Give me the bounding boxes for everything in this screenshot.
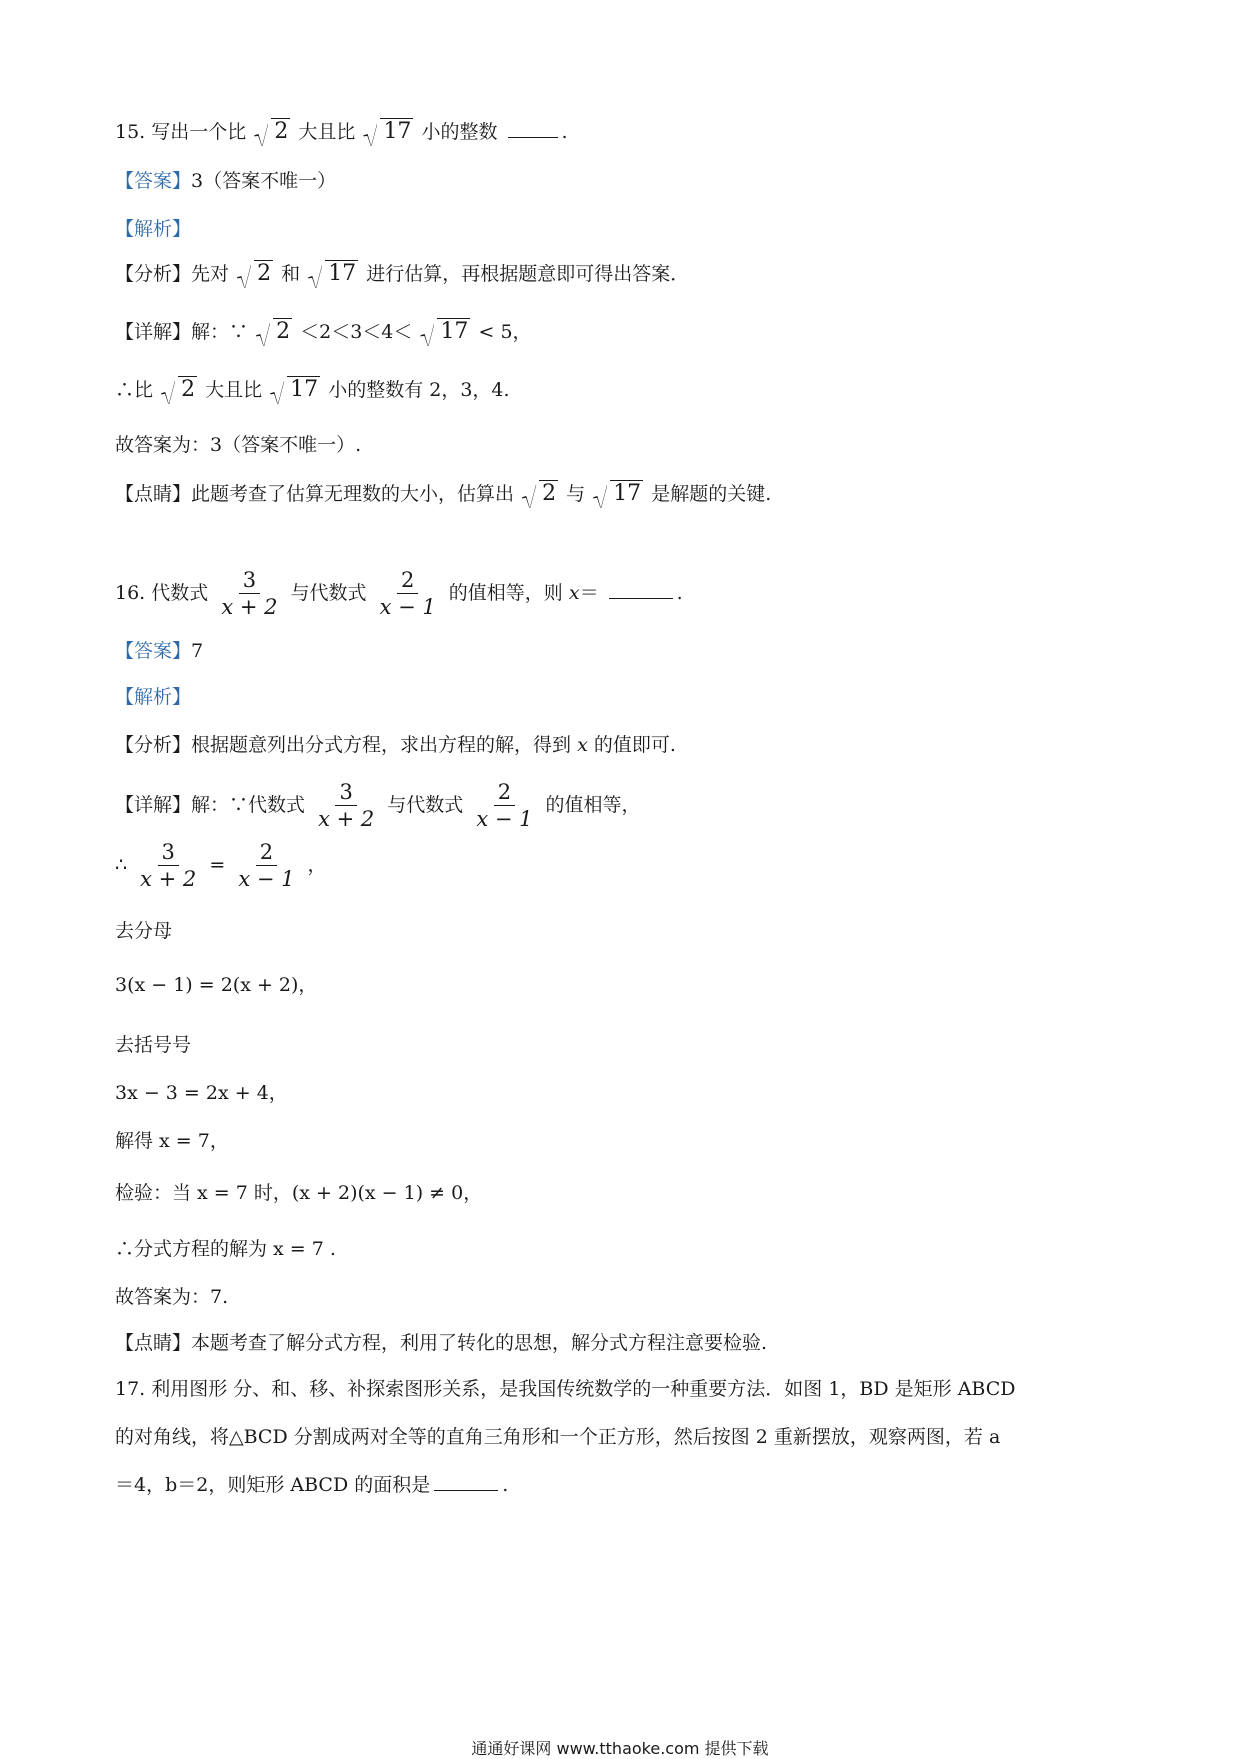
a16-step3: 解得 x = 7， xyxy=(115,1130,229,1152)
a16-equation: ∴ $\frac{3}{x + 2}$ = $\frac{2}{x - 1}$ ， xyxy=(115,840,327,891)
a15-xiangjie: 【详解】解：∵ 2 ＜2＜3＜4＜ 17 < 5， xyxy=(115,319,532,344)
a15-dianjing: 【点睛】此题考查了估算无理数的大小，估算出 2 与 17 是解题的关键. xyxy=(115,481,772,506)
a15-therefore: ∴比 2 大且比 17 小的整数有 2，3，4. xyxy=(115,377,510,402)
a16-dianjing: 【点睛】本题考查了解分式方程，利用了转化的思想，解分式方程注意要检验. xyxy=(115,1332,768,1354)
q17-line3: ＝4，b＝2，则矩形 ABCD 的面积是 . xyxy=(115,1474,509,1496)
q17-line1: 17. 利用图形 分、和、移、补探索图形关系，是我国传统数学的一种重要方法．如图 1，BD 是矩形 ABCD xyxy=(115,1378,1016,1400)
a16-xiangjie: 【详解】解：∵代数式 $\frac{3}{x + 2}$ 与代数式 $\frac{2}{x - 1}$ 的值相等， xyxy=(115,780,641,831)
a16-fenxi: 【分析】根据题意列出分式方程，求出方程的解，得到 x 的值即可. xyxy=(115,734,676,756)
q17-line2: 的对角线，将△BCD 分割成两对全等的直角三角形和一个正方形，然后按图 2 重新摆放，观察两图，若 a xyxy=(115,1426,1001,1448)
sqrt-17: 17 xyxy=(363,118,413,143)
a16-final: 故答案为：7. xyxy=(115,1286,229,1308)
q16-line: 16. 代数式 $\frac{3}{x + 2}$ 与代数式 $\frac{2}{x - 1}$ 的值相等，则 x＝ . xyxy=(115,568,683,619)
sqrt-2: 2 xyxy=(254,118,290,143)
fraction: $\frac{2}{x - 1}$ xyxy=(379,568,436,619)
fraction: $\frac{3}{x + 2}$ xyxy=(221,568,278,619)
a16-check: 检验：当 x = 7 时，(x + 2)(x − 1) ≠ 0， xyxy=(115,1182,483,1204)
a16-solution: ∴分式方程的解为 x = 7 . xyxy=(115,1238,336,1260)
a16-answer: 【答案】7 xyxy=(115,640,204,662)
answer-blank xyxy=(609,597,673,599)
a15-final: 故答案为：3（答案不唯一）. xyxy=(115,434,362,456)
page-footer: 通通好课网 www.tthaoke.com 提供下载 xyxy=(471,1739,769,1758)
a16-step2: 去括号号 xyxy=(115,1034,192,1056)
a16-step2-eq: 3x − 3 = 2x + 4， xyxy=(115,1082,288,1104)
a15-jiexi: 【解析】 xyxy=(115,218,192,240)
answer-blank xyxy=(434,1489,498,1491)
answer-blank xyxy=(508,136,558,138)
a16-step1: 去分母 xyxy=(115,920,173,942)
a16-step1-eq: 3(x − 1) = 2(x + 2)， xyxy=(115,974,318,996)
a15-fenxi: 【分析】先对 2 和 17 进行估算，再根据题意即可得出答案． xyxy=(115,261,690,286)
q15-line: 15. 写出一个比 2 大且比 17 小的整数 . xyxy=(115,119,568,144)
a16-jiexi: 【解析】 xyxy=(115,686,192,708)
a15-answer: 【答案】3（答案不唯一） xyxy=(115,170,337,192)
